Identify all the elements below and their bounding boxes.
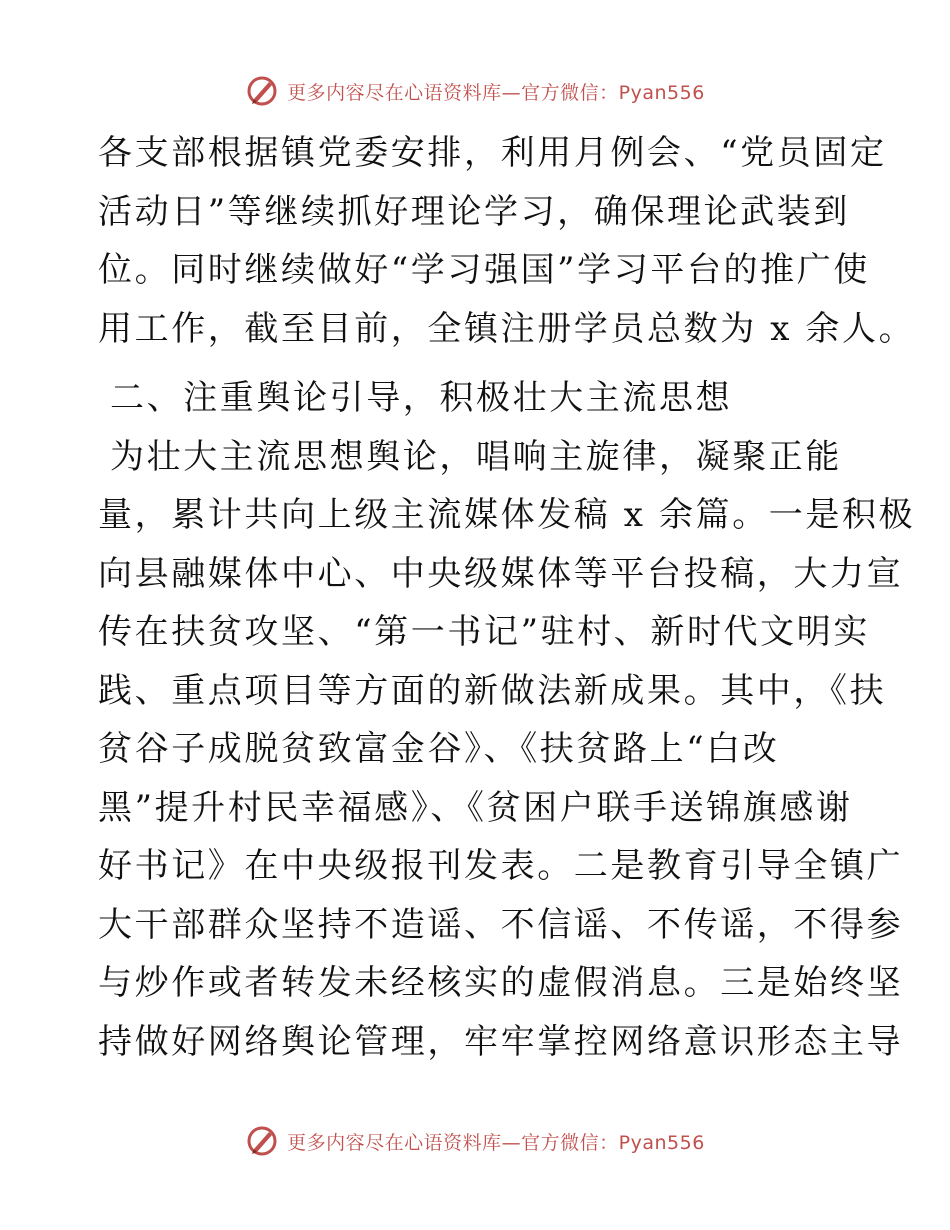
text-line: 位。同时继续做好“学习强国”学习平台的推广使 — [98, 250, 870, 290]
text-line: 向县融媒体中心、中央级媒体等平台投稿，大力宣 — [98, 553, 904, 594]
text-line: 活动日”等继续抓好理论学习，确保理论武装到 — [98, 191, 850, 232]
text-line: 为壮大主流思想舆论，唱响主旋律，凝聚正能 — [110, 436, 842, 477]
section-heading: 二、注重舆论引导，积极壮大主流思想 — [110, 378, 733, 418]
text-line: 践、重点项目等方面的新做法新成果。其中，《扶 — [98, 670, 887, 711]
text-line: 持做好网络舆论管理，牢牢掌控网络意识形态主导 — [98, 1021, 904, 1062]
text-line: 量，累计共向上级主流媒体发稿 x 余篇。一是积极 — [98, 495, 916, 535]
watermark-site-text: 更多内容尽在心语资料库— — [287, 81, 522, 104]
text-line: 各支部根据镇党委安排，利用月例会、“党员固定 — [98, 133, 887, 173]
text-line: 与炒作或者转发未经核实的虚假消息。三是始终坚 — [98, 963, 904, 1003]
text-line: 黑”提升村民幸福感》、《贫困户联手送锦旗感谢 — [98, 787, 853, 828]
text-line: 传在扶贫攻坚、“第一书记”驻村、新时代文明实 — [98, 612, 870, 652]
watermark-site-text: 更多内容尽在心语资料库— — [287, 1131, 522, 1154]
document-body — [98, 124, 916, 1071]
text-line: 好书记》在中央级报刊发表。二是教育引导全镇广 — [98, 846, 904, 886]
watermark-wechat-text: 官方微信：Pyan556 — [521, 81, 705, 104]
text-line: 用工作，截至目前，全镇注册学员总数为 x 余人。 — [98, 308, 916, 349]
watermark-wechat-text: 官方微信：Pyan556 — [521, 1131, 705, 1154]
paragraph-2 — [98, 428, 916, 1072]
text-line: 大干部群众坚持不造谣、不信谣、不传谣，不得参 — [98, 904, 904, 945]
header-watermark — [0, 74, 950, 108]
pen-circle-logo-icon — [245, 74, 279, 108]
pen-circle-logo-icon — [245, 1124, 279, 1158]
text-line: 贫谷子成脱贫致富金谷》、《扶贫路上“白改 — [98, 729, 780, 769]
paragraph-1 — [98, 124, 916, 358]
footer-watermark — [0, 1124, 950, 1158]
